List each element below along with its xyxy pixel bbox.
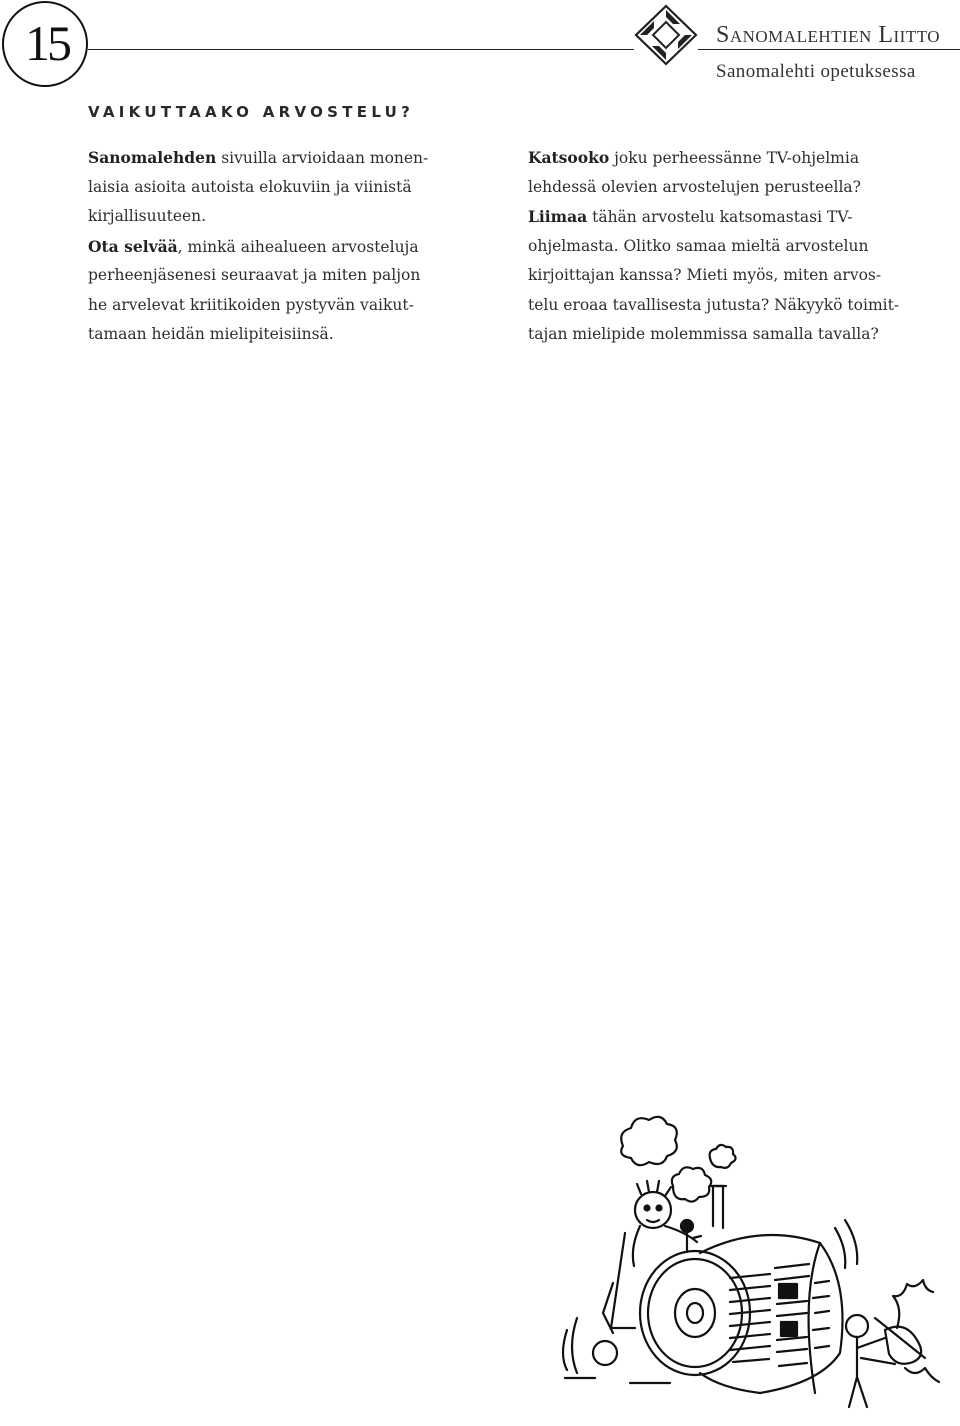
left-line-3: kirjallisuuteen. — [88, 207, 207, 225]
left-line-7: tamaan heidän mielipiteisiinsä. — [88, 325, 334, 343]
left-line-6: he arvelevat kriitikoiden pystyvän vaikut- — [88, 295, 414, 314]
right-line-3 — [528, 202, 948, 232]
left-line-5: perheenjäsenesi seuraavat ja miten paljon — [88, 266, 421, 284]
right-line-1-text: joku perheessänne TV-ohjelmia — [609, 149, 860, 167]
right-line-7: tajan mielipide molemmissa samalla tavalla? — [528, 325, 879, 343]
header-rule — [88, 49, 960, 50]
left-line-1 — [88, 143, 478, 173]
right-line-3-text: tähän arvostelu katsomastasi TV- — [587, 208, 853, 226]
left-column — [88, 143, 478, 350]
brand-subtitle: Sanomalehti opetuksessa — [716, 61, 916, 82]
right-line-2: lehdessä olevien arvostelujen perusteella? — [528, 177, 861, 196]
right-column — [528, 143, 948, 350]
left-line-1-text: sivuilla arvioidaan monen- — [216, 149, 429, 167]
steamroller-newspaper-cartoon-icon — [505, 1108, 955, 1422]
sanomalehtien-liitto-logo-icon — [634, 4, 698, 66]
left-line-4-text: , minkä aihealueen arvosteluja — [177, 237, 419, 256]
right-line-1 — [528, 143, 948, 173]
right-line-5: kirjoittajan kanssa? Mieti myös, miten arvos- — [528, 266, 882, 284]
section-heading: VAIKUTTAAKO ARVOSTELU? — [88, 103, 415, 121]
brand-name: Sanomalehtien Liitto — [716, 22, 941, 48]
left-line-2: laisia asioita autoista elokuviin ja viinistä — [88, 177, 412, 196]
right-line-6: telu eroaa tavallisesta jutusta? Näkyykö toimit- — [528, 295, 900, 314]
keyword-liimaa: Liimaa — [528, 207, 588, 226]
keyword-katsooko: Katsooko — [528, 148, 610, 167]
left-line-4 — [88, 232, 478, 262]
keyword-sanomalehden: Sanomalehden — [88, 148, 217, 167]
page-number: 15 — [25, 15, 69, 71]
keyword-ota-selvaa: Ota selvää — [88, 236, 178, 256]
page-number-badge — [2, 1, 88, 87]
right-line-4: ohjelmasta. Olitko samaa mieltä arvostelun — [528, 236, 869, 255]
